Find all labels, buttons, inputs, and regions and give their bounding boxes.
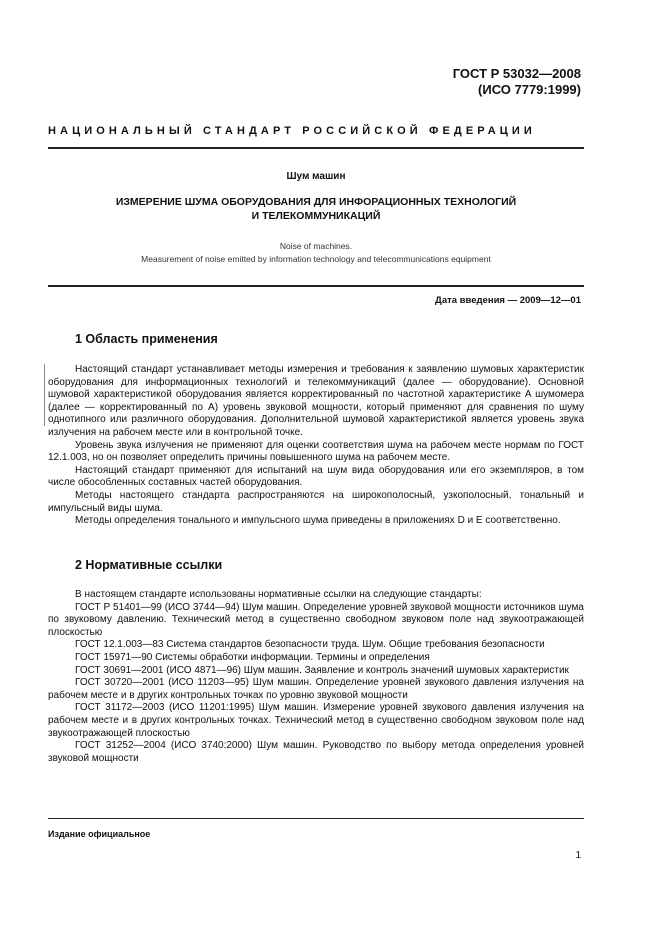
title-english xyxy=(48,240,584,266)
normative-reference: ГОСТ 31252—2004 (ИСО 3740:2000) Шум машин. Руководство по выбору метода определения уровней звуковой мощности xyxy=(48,740,584,764)
title-main-line2: И ТЕЛЕКОММУНИКАЦИЙ xyxy=(251,210,381,222)
national-standard-heading: НАЦИОНАЛЬНЫЙ СТАНДАРТ РОССИЙСКОЙ ФЕДЕРАЦИИ xyxy=(48,125,536,137)
section-1-heading: 1 Область применения xyxy=(75,332,218,346)
title-english-line2: Measurement of noise emitted by information technology and telecommunications equipment xyxy=(141,254,491,264)
title-rule xyxy=(48,285,584,287)
title-main-line1: ИЗМЕРЕНИЕ ШУМА ОБОРУДОВАНИЯ ДЛЯ ИНФОРАЦИОННЫХ ТЕХНОЛОГИЙ xyxy=(115,196,517,208)
normative-reference: ГОСТ 12.1.003—83 Система стандартов безопасности труда. Шум. Общие требования безопасности xyxy=(75,639,545,651)
normative-reference: ГОСТ Р 51401—99 (ИСО 3744—94) Шум машин. Определение уровней звуковой мощности источников шума по звуковому давлению. Технический метод в существенно свободном звуковом поле над звукоотражающей плоскостью xyxy=(48,601,584,638)
footer-rule xyxy=(48,818,584,819)
section-2-heading: 2 Нормативные ссылки xyxy=(75,558,223,572)
standard-code-line2: (ИСО 7779:1999) xyxy=(478,82,581,97)
section-1-paragraph: Методы определения тонального и импульсного шума приведены в приложениях D и E соответственно. xyxy=(75,515,561,527)
section-1-paragraph: Настоящий стандарт применяют для испытаний на шум вида оборудования или его экземпляров, в том числе обособленных составных частей оборудования. xyxy=(48,464,584,489)
section-1-paragraph: Методы настоящего стандарта распространяются на широкополосный, узкополосный, тональный и импульсный виды шума. xyxy=(48,489,584,514)
title-small: Шум машин xyxy=(286,171,346,182)
edition-note: Издание официальное xyxy=(48,829,151,839)
standard-code xyxy=(453,66,581,98)
section-1-paragraph: Настоящий стандарт устанавливает методы измерения и требования к заявлению шумовых характеристик оборудования для информационных технологий и телекоммуникаций (далее — оборудование). Основной шумовой характеристикой оборудования является корректированный по частотной характеристике A шумомера (далее — корректированный по A) уровень звуковой мощности, который применяют для сравнения по шуму однотипного или различного оборудования. Дополнительной шумовой характеристикой является уровень звука излучения на рабочем месте или в контрольной точке. xyxy=(48,364,584,438)
normative-reference: ГОСТ 31172—2003 (ИСО 11201:1995) Шум машин. Измерение уровней звукового давления излучения на рабочем месте и в других контрольных точках. Технический метод в существенно свободном звуковом поле над звукоотражающей плоскостью xyxy=(48,702,584,739)
normative-reference: ГОСТ 15971—90 Системы обработки информации. Термины и определения xyxy=(75,651,430,663)
section-2-body xyxy=(48,589,584,765)
change-marker xyxy=(44,364,45,426)
normative-reference: ГОСТ 30691—2001 (ИСО 4871—96) Шум машин. Заявление и контроль значений шумовых характеристик xyxy=(75,664,569,676)
introduction-date: Дата введения — 2009—12—01 xyxy=(435,295,581,306)
title-english-line1: Noise of machines. xyxy=(279,241,353,251)
section-1-body xyxy=(48,364,584,528)
section-2-intro: В настоящем стандарте использованы нормативные ссылки на следующие стандарты: xyxy=(75,589,482,600)
title-main xyxy=(48,195,584,223)
header-rule xyxy=(48,147,584,149)
section-1-paragraph: Уровень звука излучения не применяют для оценки соответствия шума на рабочем месте нормам по ГОСТ 12.1.003, но он позволяет определить причины повышенного шума на рабочем месте. xyxy=(48,439,584,464)
normative-reference: ГОСТ 30720—2001 (ИСО 11203—95) Шум машин. Определение уровней звукового давления излучения на рабочем месте и в других контрольных точках по уровню звуковой мощности xyxy=(48,677,584,701)
page-number: 1 xyxy=(575,850,581,861)
standard-code-line1: ГОСТ Р 53032—2008 xyxy=(452,66,581,81)
